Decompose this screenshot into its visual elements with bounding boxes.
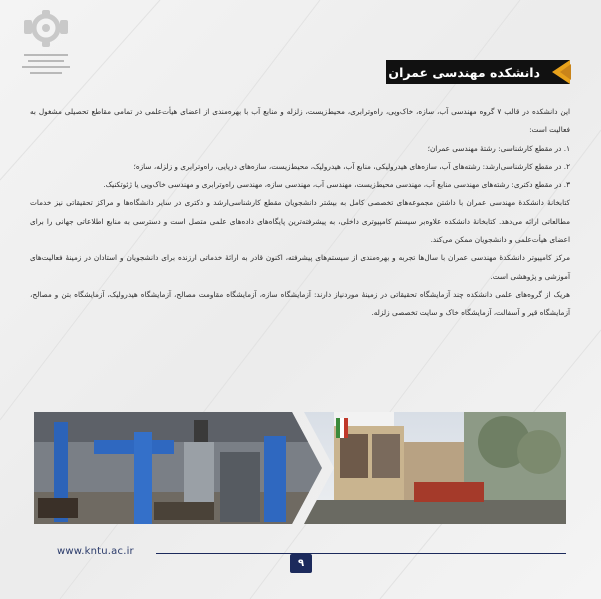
list-item: ۳. در مقطع دکتری: رشته‌های مهندسی منابع آب، مهندسی محیط‌زیست، مهندسی آب، مهندسی سازه، مهندسی راه‌وترابری و مهندسی خاک‌وپی یا ژئوتکنیک. <box>103 180 570 190</box>
body-text <box>30 103 570 323</box>
list-item: ۱. در مقطع کارشناسی: رشتهٔ مهندسی عمران؛ <box>427 143 570 153</box>
paragraph: هریک از گروه‌های علمی دانشکده چند آزمایشگاه تحقیقاتی در زمینهٔ موردنیاز دارند: آزمایشگاه سازه، آزمایشگاه مقاومت مصالح، آزمایشگاه هیدرولیک، آزمایشگاه بتن و مصالح، آزمایشگاه قیر و آسفالت، آزمایشگاه خاک و سایت تخصصی زلزله. <box>30 289 570 318</box>
photo-strip <box>34 412 566 524</box>
paragraph: مرکز کامپیوتر دانشکدهٔ مهندسی عمران با سال‌ها تجربه و بهره‌مندی از سیستم‌های پیشرفته، اکنون قادر به ارائهٔ خدماتی ارزنده برای دانشجویان و استادان در زمینهٔ فعالیت‌های آموزشی و پژوهشی است. <box>30 253 570 281</box>
paragraph: این دانشکده در قالب ۷ گروه مهندسی آب، سازه، خاک‌وپی، راه‌وترابری، محیط‌زیست، زلزله و منابع آب با بهره‌مندی از اعضای هیأت‌علمی در تمامی مقاطع تحصیلی مشغول به فعالیت است: <box>30 107 570 135</box>
section-title: دانشکده مهندسی عمران <box>388 64 540 80</box>
section-title-bar <box>386 60 570 84</box>
page-number: ۹ <box>290 554 312 573</box>
footer-divider <box>156 553 566 554</box>
website-url[interactable]: www.kntu.ac.ir <box>57 546 134 557</box>
title-accent-triangle-inner <box>560 64 571 80</box>
list-item: ۲. در مقطع کارشناسی‌ارشد: رشته‌های آب، سازه‌های هیدرولیکی، منابع آب، هیدرولیک، محیط‌زیست، سازه‌های دریایی، راه‌وترابری و زلزله، سازه؛ <box>133 161 570 171</box>
campus-gate-photo <box>304 412 566 524</box>
university-logo <box>18 10 74 80</box>
paragraph: کتابخانهٔ دانشکدهٔ مهندسی عمران با داشتن مجموعه‌های تخصصی کامل به بیشتر دانشجویان مقطع کارشناسی‌ارشد و دکتری در سایر دانشگاه‌ها و مراکز تحقیقاتی نیز خدمات مطالعاتی ارائه می‌دهد. کتابخانهٔ دانشکده علاوه‌بر سیستم کامپیوتری داخلی، به پیشرفته‌ترین پایگاه‌های داده‌های علمی متصل است و دسترسی به منابع اطلاعاتی جهانی را برای اعضای هیأت‌علمی و دانشجویان ممکن می‌کند. <box>30 198 570 245</box>
laboratory-photo <box>34 412 324 524</box>
